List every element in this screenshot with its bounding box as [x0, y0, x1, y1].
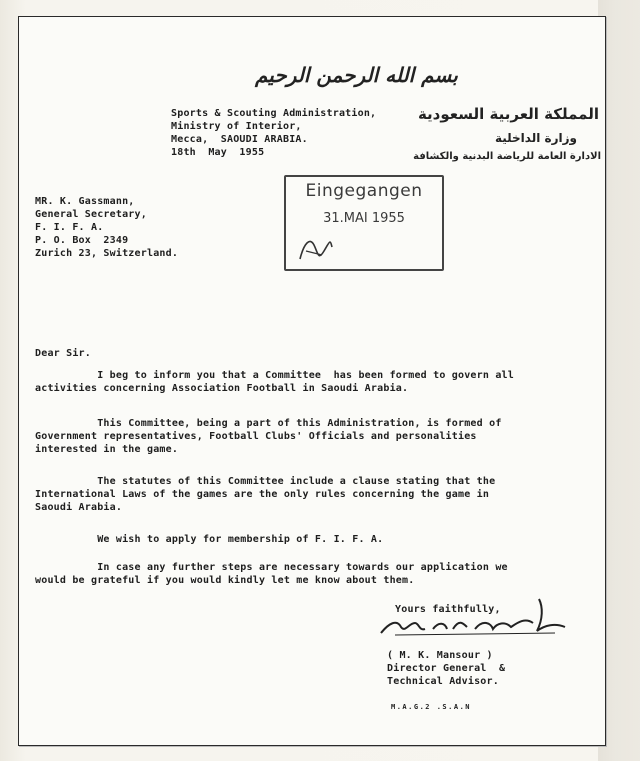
stamp-date: 31.MAI 1955	[323, 211, 405, 226]
signature-block	[387, 649, 505, 688]
sender-address	[171, 107, 376, 159]
stamp-initials-scribble	[296, 233, 336, 265]
recipient-line: MR. K. Gassmann,	[35, 196, 135, 207]
letter-date: 18th May 1955	[171, 147, 265, 158]
signatory-name: ( M. K. Mansour )	[387, 650, 493, 661]
body-paragraph: We wish to apply for membership of F. I. F. A.	[35, 534, 384, 545]
signatory-title: Director General &	[387, 663, 506, 674]
basmala-calligraphy: بسم الله الرحمن الرحيم	[255, 63, 458, 87]
received-stamp	[284, 175, 444, 271]
stamp-title: Eingegangen	[305, 181, 423, 201]
reference-code: M.A.G.2 .S.A.N	[391, 703, 472, 711]
recipient-line: General Secretary,	[35, 209, 147, 220]
arabic-ministry: وزارة الداخلية	[494, 131, 577, 145]
arabic-kingdom: المملكة العربية السعودية	[417, 105, 599, 123]
recipient-line: P. O. Box 2349	[35, 235, 129, 246]
recipient-address	[35, 195, 178, 260]
signatory-title: Technical Advisor.	[387, 676, 499, 687]
complimentary-close: Yours faithfully,	[395, 604, 501, 615]
body-paragraph: I beg to inform you that a Committee has been formed to govern all activities concerning Association Football in Saoudi Arabia.	[35, 370, 514, 394]
recipient-line: Zurich 23, Switzerland.	[35, 248, 179, 259]
recipient-line: F. I. F. A.	[35, 222, 104, 233]
arabic-administration: الادارة العامة للرياضة البدنية والكشافة	[413, 151, 601, 162]
body-paragraph: The statutes of this Committee include a clause stating that the International Laws of the games are the only rules concerning the game in Saoudi Arabia.	[35, 476, 496, 513]
arabic-letterhead	[413, 105, 601, 162]
body-paragraph: This Committee, being a part of this Administration, is formed of Government representatives, Football Clubs' Officials and personalities interested in the game.	[35, 418, 502, 455]
sender-line: Sports & Scouting Administration,	[171, 108, 377, 119]
body-paragraph: In case any further steps are necessary towards our application we would be grateful if you would kindly let me know about them.	[35, 562, 508, 586]
letter-sheet	[18, 16, 606, 746]
sender-line: Mecca, SAOUDI ARABIA.	[171, 134, 308, 145]
signature	[375, 593, 575, 641]
salutation: Dear Sir.	[35, 348, 91, 359]
sender-line: Ministry of Interior,	[171, 121, 302, 132]
